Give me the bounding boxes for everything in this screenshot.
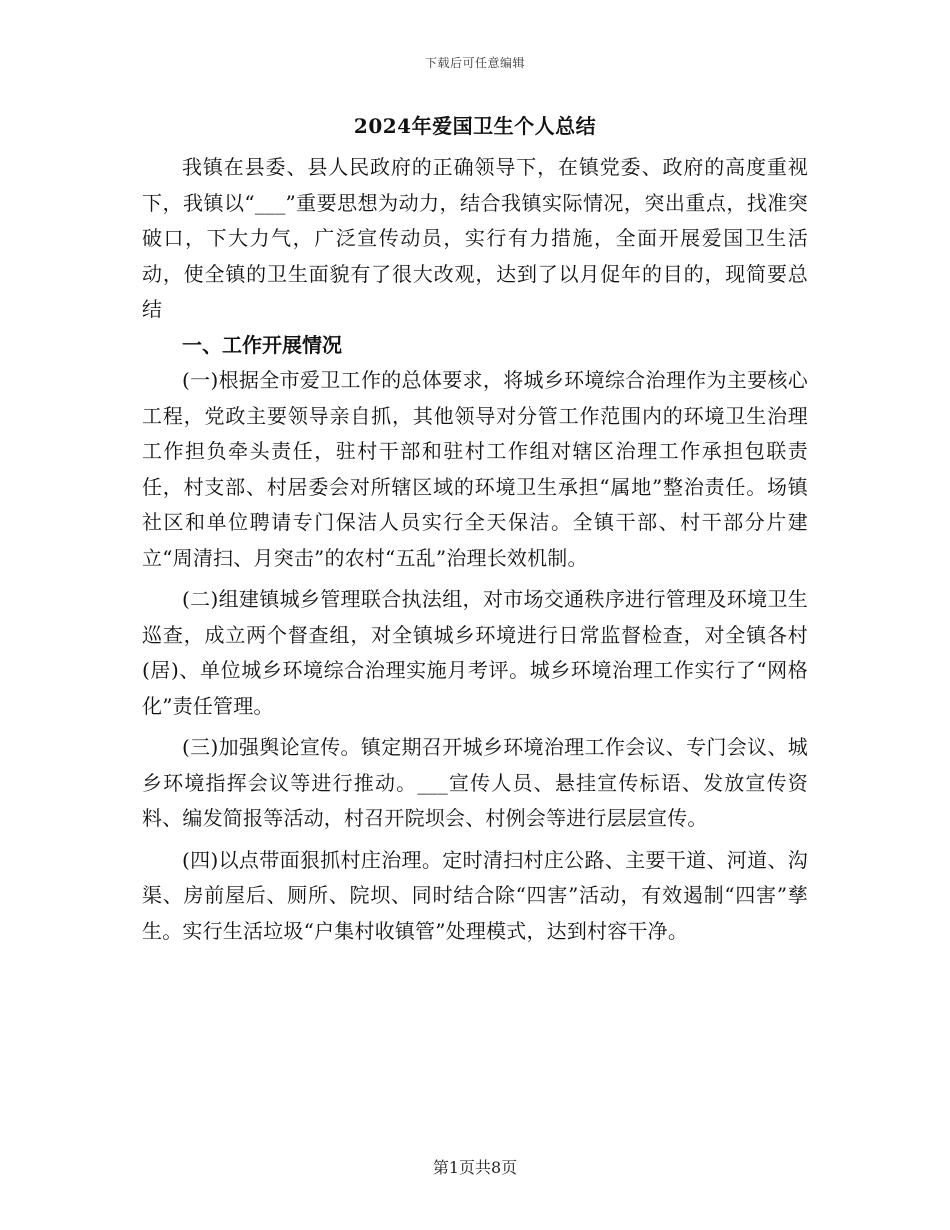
page-number: 第1页共8页: [432, 1158, 518, 1177]
paragraph-4: (四)以点带面狠抓村庄治理。定时清扫村庄公路、主要干道、河道、沟渠、房前屋后、厕所、院坝、同时结合除“四害”活动，有效遏制“四害”孳生。实行生活垃圾“户集村收镇管”处理模式，达到村容干净。: [142, 847, 808, 943]
document-title: 2024年爱国卫生个人总结: [353, 114, 597, 138]
paragraph-1: (一)根据全市爱卫工作的总体要求，将城乡环境综合治理作为主要核心工程，党政主要领导亲自抓，其他领导对分管工作范围内的环境卫生治理工作担负牵头责任，驻村干部和驻村工作组对辖区治理工作承担包联责任，村支部、村居委会对所辖区域的环境卫生承担“属地”整治责任。场镇社区和单位聘请专门保洁人员实行全天保洁。全镇干部、村干部分片建立“周清扫、月突击”的农村“五乱”治理长效机制。: [142, 368, 808, 570]
paragraph-3: (三)加强舆论宣传。镇定期召开城乡环境治理工作会议、专门会议、城乡环境指挥会议等进行推动。___宣传人员、悬挂宣传标语、发放宣传资料、编发简报等活动，村召开院坝会、村例会等进行层层宣传。: [142, 735, 808, 830]
header-note: 下载后可任意编辑: [424, 56, 525, 70]
document-content: [142, 112, 808, 949]
section-heading: 一、工作开展情况: [182, 332, 342, 357]
paragraph-2: (二)组建镇城乡管理联合执法组，对市场交通秩序进行管理及环境卫生巡查，成立两个督查组，对全镇城乡环境进行日常监督检查，对全镇各村(居)、单位城乡环境综合治理实施月考评。城乡环境治理工作实行了“网格化”责任管理。: [142, 587, 808, 718]
intro-paragraph: 我镇在县委、县人民政府的正确领导下，在镇党委、政府的高度重视下，我镇以“___”重要思想为动力，结合我镇实际情况，突出重点，找准突破口，下大力气，广泛宣传动员，实行有力措施，全面开展爱国卫生活动，使全镇的卫生面貌有了很大改观，达到了以月促年的目的，现简要总结: [142, 155, 808, 321]
